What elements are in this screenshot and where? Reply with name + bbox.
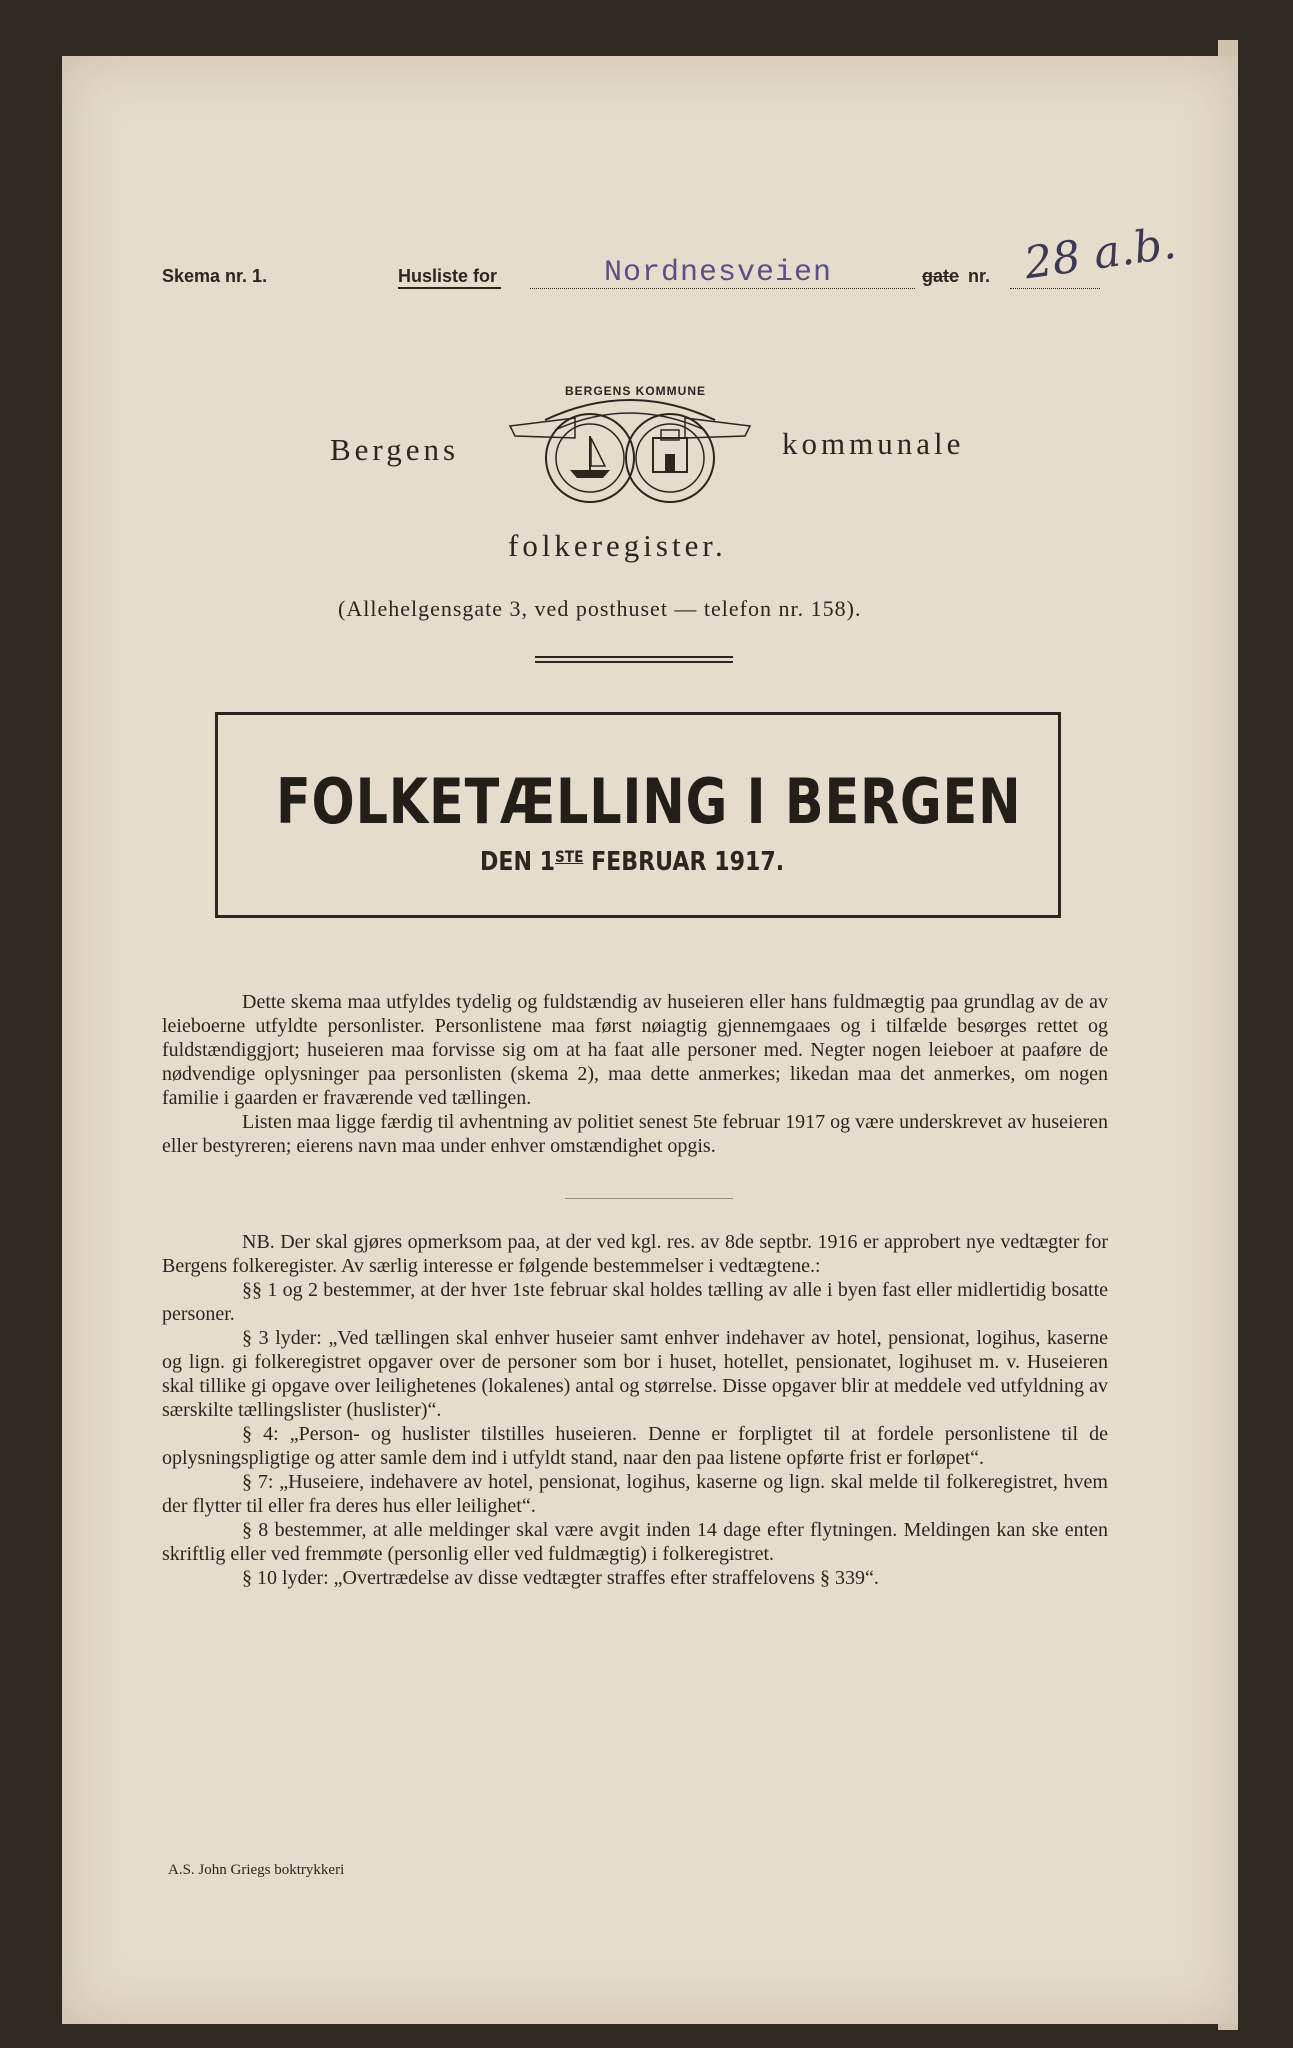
nb-paragraph-1-2: §§ 1 og 2 bestemmer, at der hver 1ste februar skal holdes tælling av alle i byen fast eller midlertidig bosatte personer. [162, 1279, 1108, 1325]
street-name-stamp: Nordnesveien [604, 256, 833, 290]
census-date-suffix: FEBRUAR 1917. [591, 847, 785, 877]
nb-paragraph-4: § 4: „Person- og huslister tilstilles huseieren. Denne er forpligtet til at fordele personlistene til de oplysningspligtige og atter samle dem ind i utfyldt stand, naar den paa listene opførte frist er forløpet“. [162, 1423, 1108, 1469]
gate-label: gate [922, 266, 960, 286]
divider-rule-3 [565, 1198, 733, 1199]
registry-address: (Allehelgensgate 3, ved posthuset — telefon nr. 158). [338, 596, 862, 621]
census-banner-box [215, 712, 1061, 918]
husliste-label: Husliste for [398, 266, 501, 289]
nb-paragraph-10: § 10 lyder: „Overtrædelse av disse vedtægter straffes efter straffelovens § 339“. [242, 1567, 879, 1589]
letterhead-right: kommunale [782, 426, 965, 461]
number-field-line [1010, 288, 1100, 289]
divider-rule-2 [535, 661, 733, 663]
nb-paragraph-8: § 8 bestemmer, at alle meldinger skal være avgit inden 14 dage efter flytningen. Meldingen kan ske enten skriftlig eller ved fremmøte (personlig eller ved fuldmægtig) i folkeregistret. [162, 1519, 1108, 1565]
registry-name: folkeregister. [508, 528, 727, 563]
nb-paragraph-3: § 3 lyder: „Ved tællingen skal enhver huseier samt enhver indehaver av hotel, pensionat, logihus, kaserne og lign. gi folkeregistret opgaver over de personer som bor i huset, hotellet, pensionatet, logihuset m. v. Huseieren skal tillike gi opgave over leilighetenes (lokalenes) antal og størrelse. Disse opgaver blir at meddele ved utfyldning av særskilte tællingslister (huslister)“. [162, 1327, 1108, 1421]
instructions-paragraph-1: Dette skema maa utfyldes tydelig og fuldstændig av huseieren eller hans fuldmægtig paa grundlag av de av leieboerne utfyldte personlister. Personlistene maa først nøiagtig gjennemgaaes og i tilfælde besørges rettet og fuldstændiggjort; huseieren maa forvisse sig om at ha faat alle personer med. Negter nogen leieboer at paaføre de nødvendige oplysninger paa personlisten (skema 2), maa dette anmerkes; likedan maa det anmerkes, om nogen familie i gaarden er fraværende ved tællingen. [162, 991, 1108, 1109]
census-date-prefix: DEN 1 [480, 847, 556, 877]
printer-credit: A.S. John Griegs boktrykkeri [168, 1862, 345, 1878]
letterhead-left: Bergens [330, 432, 460, 467]
nr-label: nr. [968, 266, 991, 286]
census-date-superscript: STE [555, 847, 584, 866]
house-number-handwritten: 28 a.b. [1021, 217, 1180, 290]
nb-intro: NB. Der skal gjøres opmerksom paa, at der ved kgl. res. av 8de septbr. 1916 er approbert nye vedtægter for Bergens folkeregister. Av særlig interesse er følgende bestemmelser i vedtægtene.: [162, 1231, 1108, 1277]
nb-block [162, 1230, 1108, 1590]
instructions-block [162, 990, 1108, 1158]
divider-rule-1 [535, 656, 733, 658]
census-date [480, 847, 784, 877]
nb-paragraph-7: § 7: „Huseiere, indehavere av hotel, pensionat, logihus, kaserne og lign. skal melde til folkeregistret, hvem der flytter til eller fra deres hus eller leilighet“. [162, 1471, 1108, 1517]
skema-label: Skema nr. 1. [162, 266, 268, 286]
census-title: FOLKETÆLLING I BERGEN [276, 765, 1022, 838]
instructions-paragraph-2: Listen maa ligge færdig til avhentning av politiet senest 5te februar 1917 og være underskrevet av huseieren eller bestyreren; eierens navn maa under enhver omstændighet opgis. [162, 1111, 1108, 1157]
seal-text: BERGENS KOMMUNE [565, 384, 707, 398]
bergen-coat-of-arms-seal [505, 378, 755, 508]
